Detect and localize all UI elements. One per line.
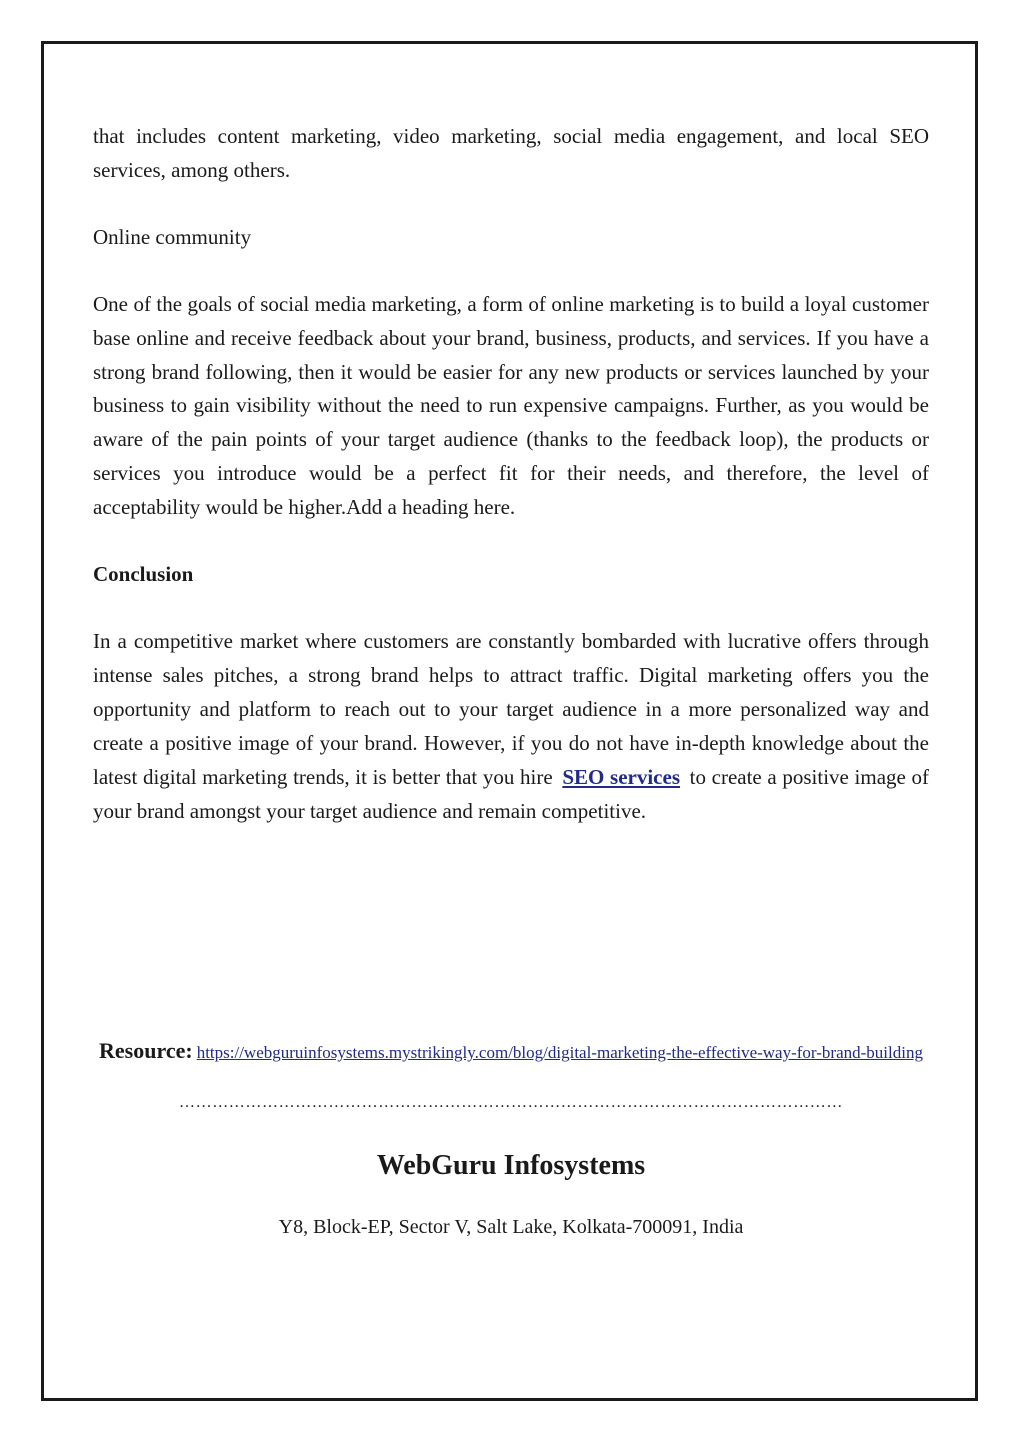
resource-label: Resource:: [99, 1038, 193, 1063]
conclusion-paragraph: [93, 625, 929, 828]
company-address: Y8, Block-EP, Sector V, Salt Lake, Kolkata-700091, India: [278, 1216, 744, 1238]
document-body: [93, 120, 929, 828]
intro-tail-paragraph: that includes content marketing, video marketing, social media engagement, and local SEO services, among others.: [93, 124, 929, 182]
dotted-separator: …………………………………………………………………………………………………………: [179, 1094, 843, 1111]
conclusion-text-before-link: In a competitive market where customers are constantly bombarded with lucrative offers through intense sales pitches, a strong brand helps to attract traffic. Digital marketing offers you the opportunity and platform to reach out to your target audience in a more personalized way and create a positive image of your brand. However, if you do not have in-depth knowledge about the latest digital marketing trends, it is better that you hire: [93, 628, 929, 789]
online-community-label: Online community: [93, 224, 252, 249]
conclusion-heading: Conclusion: [93, 562, 194, 587]
resource-url-link[interactable]: https://webguruinfosystems.mystrikingly.com/blog/digital-marketing-the-effective-way-for-brand-building: [196, 1043, 923, 1062]
seo-services-link[interactable]: SEO services: [562, 764, 680, 789]
online-community-paragraph: One of the goals of social media marketing, a form of online marketing is to build a loyal customer base online and receive feedback about your brand, business, products, and services. If you have a strong brand following, then it would be easier for any new products or services launched by your business to gain visibility without the need to run expensive campaigns. Further, as you would be aware of the pain points of your target audience (thanks to the feedback loop), the products or services you introduce would be a perfect fit for their needs, and therefore, the level of acceptability would be higher.Add a heading here.: [93, 291, 929, 520]
conclusion-text-after-link: to create a positive image of your brand amongst your target audience and remain competitive.: [93, 764, 929, 823]
resource-line: [93, 1036, 929, 1068]
company-name: WebGuru Infosystems: [376, 1150, 646, 1181]
